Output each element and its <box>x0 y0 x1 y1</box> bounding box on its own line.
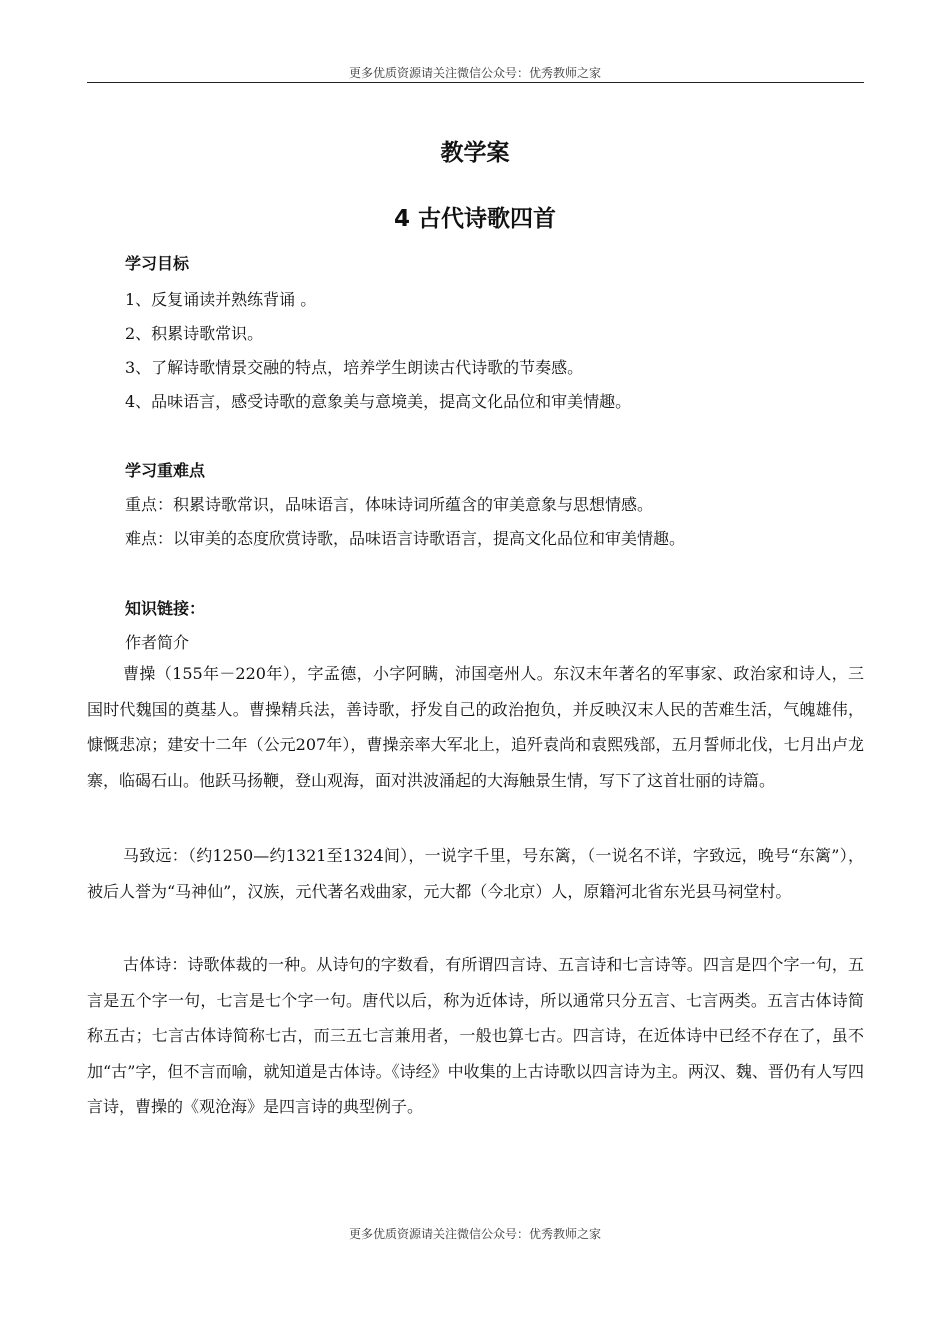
page-header: 更多优质资源请关注微信公众号：优秀教师之家 <box>348 66 601 80</box>
page-footer: 更多优质资源请关注微信公众号：优秀教师之家 <box>348 1227 601 1241</box>
important-point: 重点：积累诗歌常识，品味语言，体味诗词所蕴含的审美意象与思想情感。 <box>125 495 654 514</box>
lesson-title: 4 古代诗歌四首 <box>393 206 556 232</box>
objective-item-1: 1、反复诵读并熟练背诵 。 <box>125 290 317 309</box>
knowledge-heading: 知识链接： <box>125 599 206 618</box>
ancient-poetry-paragraph: 古体诗：诗歌体裁的一种。从诗句的字数看，有所谓四言诗、五言诗和七言诗等。四言是四个字一句，五言是五个字一句，七言是七个字一句。唐代以后，称为近体诗，所以通常只分五言、七言两类。五言古体诗简称五古；七言古体诗简称七古，而三五七言兼用者，一般也算七古。四言诗，在近体诗中已经不存在了，虽不加“古”字，但不言而喻，就知道是古体诗。《诗经》中收集的上古诗歌以四言诗为主。两汉、魏、晋仍有人写四言诗，曹操的《观沧海》是四言诗的典型例子。 <box>87 955 864 1116</box>
caocao-paragraph: 曹操（155年－220年），字孟德，小字阿瞒，沛国亳州人。东汉末年著名的军事家、政治家和诗人，三国时代魏国的奠基人。曹操精兵法，善诗歌，抒发自己的政治抱负，并反映汉末人民的苦难生活，气魄雄伟，慷慨悲凉；建安十二年（公元207年），曹操亲率大军北上，追歼袁尚和袁熙残部，五月誓师北伐，七月出卢龙寨，临碣石山。他跃马扬鞭，登山观海，面对洪波涌起的大海触景生情，写下了这首壮丽的诗篇。 <box>87 664 864 790</box>
objective-item-2: 2、积累诗歌常识。 <box>125 324 264 343</box>
author-intro-heading: 作者简介 <box>125 633 190 652</box>
difficult-point: 难点：以审美的态度欣赏诗歌，品味语言诗歌语言，提高文化品位和审美情趣。 <box>125 529 686 548</box>
mazhiyuan-paragraph: 马致远：（约1250—约1321至1324间），一说字千里，号东篱，（一说名不详，字致远，晚号“东篱”），被后人誉为“马神仙”，汉族，元代著名戏曲家，元大都（今北京）人，原籍河北省东光县马祠堂村。 <box>87 846 864 901</box>
document-title: 教学案 <box>440 140 510 166</box>
objectives-heading: 学习目标 <box>125 254 190 273</box>
objective-item-4: 4、品味语言，感受诗歌的意象美与意境美，提高文化品位和审美情趣。 <box>125 392 632 411</box>
key-points-heading: 学习重难点 <box>125 461 206 480</box>
objective-item-3: 3、了解诗歌情景交融的特点，培养学生朗读古代诗歌的节奏感。 <box>125 358 584 377</box>
header-divider <box>87 82 864 83</box>
